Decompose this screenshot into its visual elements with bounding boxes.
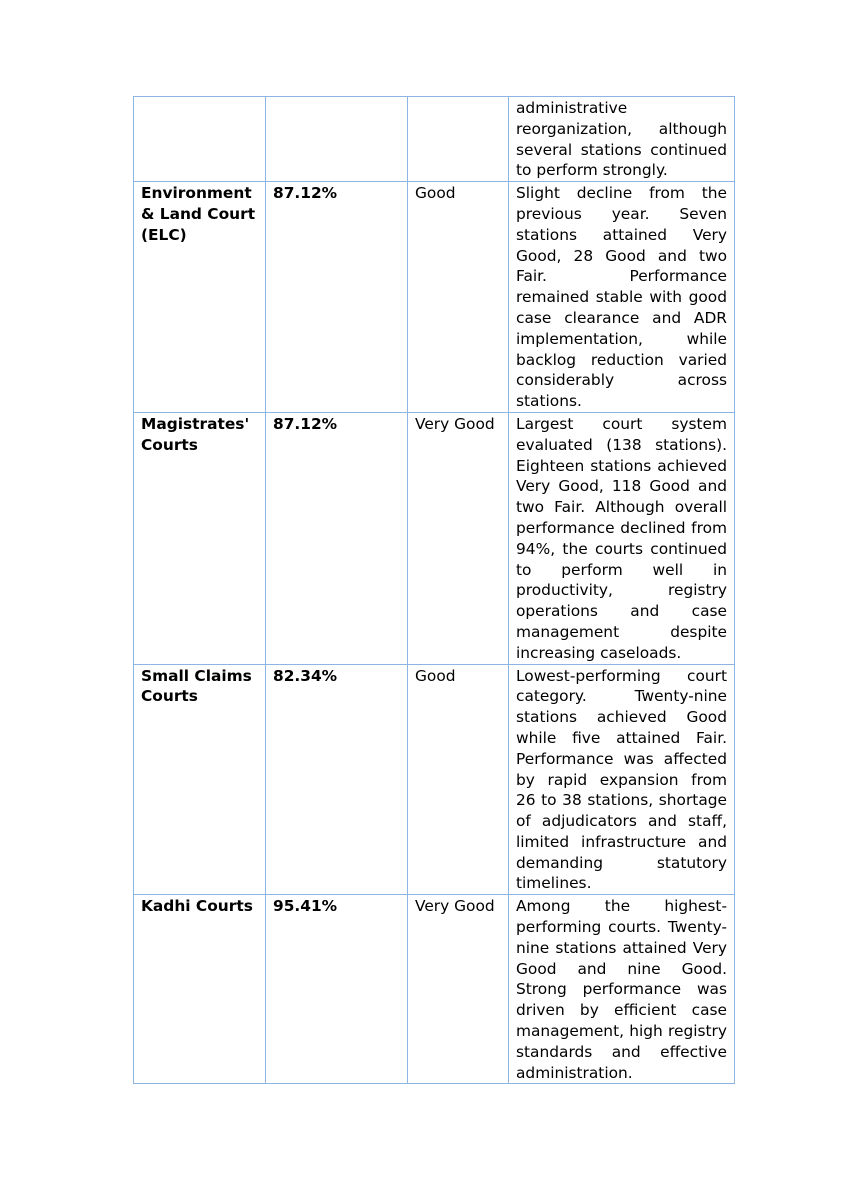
rating-cell: Good: [408, 664, 509, 895]
court-name-cell: Small Claims Courts: [134, 664, 266, 895]
remark-cell: Among the highest-performing courts. Twenty-nine stations attained Very Good and nine Good. Strong performance was driven by efficient case management, high registry standards and effective administration.: [509, 895, 735, 1084]
rating-cell: Very Good: [408, 895, 509, 1084]
score-cell: [266, 97, 408, 182]
court-name-cell: Environment & Land Court (ELC): [134, 182, 266, 413]
remark-cell: Slight decline from the previous year. Seven stations attained Very Good, 28 Good and two Fair. Performance remained stable with good case clearance and ADR implementation, while backlog reduction varied considerably across stations.: [509, 182, 735, 413]
table-row-small-claims: [134, 664, 735, 895]
rating-cell: Good: [408, 182, 509, 413]
table-row-kadhi: [134, 895, 735, 1084]
remark-cell: administrative reorganization, although several stations continued to perform strongly.: [509, 97, 735, 182]
rating-cell: [408, 97, 509, 182]
court-performance-table: [133, 96, 735, 1084]
court-name-cell: [134, 97, 266, 182]
remark-cell: Largest court system evaluated (138 stations). Eighteen stations achieved Very Good, 118 Good and two Fair. Although overall performance declined from 94%, the courts continued to perform well in productivity, registry operations and case management despite increasing caseloads.: [509, 412, 735, 664]
table-row-continuation: [134, 97, 735, 182]
table-row-magistrates: [134, 412, 735, 664]
table-row-elc: [134, 182, 735, 413]
court-name-cell: Kadhi Courts: [134, 895, 266, 1084]
score-cell: 87.12%: [266, 412, 408, 664]
court-name-cell: Magistrates' Courts: [134, 412, 266, 664]
score-cell: 95.41%: [266, 895, 408, 1084]
rating-cell: Very Good: [408, 412, 509, 664]
remark-cell: Lowest-performing court category. Twenty-nine stations achieved Good while five attained Fair. Performance was affected by rapid expansion from 26 to 38 stations, shortage of adjudicators and staff, limited infrastructure and demanding statutory timelines.: [509, 664, 735, 895]
score-cell: 82.34%: [266, 664, 408, 895]
score-cell: 87.12%: [266, 182, 408, 413]
